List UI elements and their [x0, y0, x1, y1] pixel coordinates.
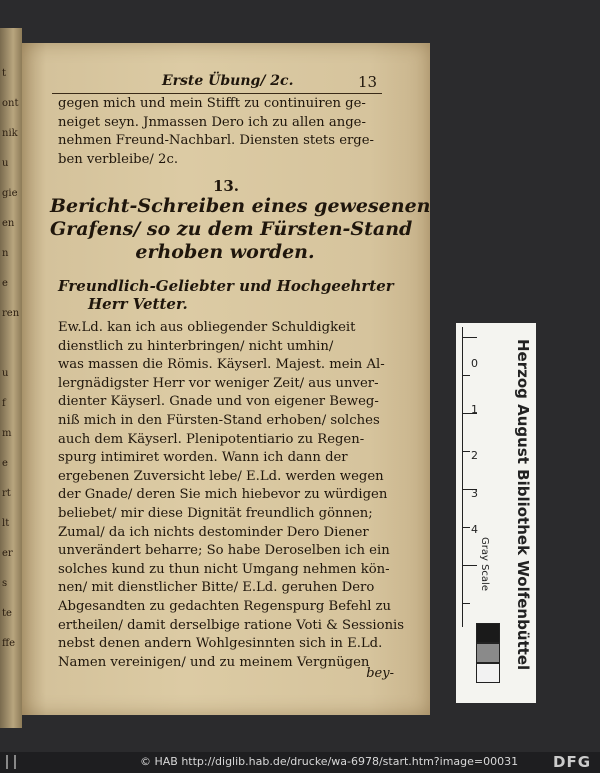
left-page-fragment: gie [2, 188, 18, 199]
left-page-fragment: n [2, 248, 9, 259]
swatch-white [476, 663, 500, 683]
scale-tick [463, 451, 470, 452]
left-page-fragment: er [2, 548, 13, 559]
text-line: lergnädigster Herr vor weniger Zeit/ aus unver- [58, 375, 379, 391]
letter-title [50, 195, 431, 264]
gray-swatches [476, 623, 500, 683]
left-page-fragment: m [2, 428, 12, 439]
text-line: gegen mich und mein Stifft zu continuiren ge- [58, 96, 366, 111]
page-edge-marker [6, 755, 16, 769]
left-page-fragment: s [2, 578, 8, 589]
swatch-black [476, 623, 500, 643]
title-line: Grafens/ so zu dem Fürsten-Stand [50, 218, 413, 240]
text-line: nebst denen andern Wohlgesinnten sich in E.Ld. [58, 636, 383, 652]
section-number: 13. [212, 177, 240, 195]
text-line: ertheilen/ damit derselbige ratione Voti & Sessionis [58, 617, 405, 633]
text-line: dienstlich zu hinterbringen/ nicht umhin/ [58, 338, 334, 354]
left-page-fragment: lt [2, 518, 10, 529]
left-page-fragment: f [2, 398, 6, 409]
scale-tick [463, 603, 470, 604]
text-line: spurg intimiret worden. Wann ich dann der [58, 450, 348, 466]
left-page-fragment: ont [2, 98, 19, 109]
text-line: neiget seyn. Jnmassen Dero ich zu allen ange- [58, 114, 366, 130]
scale-number: 4 [471, 523, 478, 536]
scale-tick [463, 527, 470, 528]
dfg-logo: DFG [553, 753, 592, 771]
letter-body [58, 319, 405, 672]
left-page-fragment: u [2, 368, 9, 379]
swatch-gray [476, 643, 500, 663]
text-line: ergebenen Zuversicht lebe/ E.Ld. werden wegen [58, 468, 384, 484]
gray-scale-label: Gray Scale [479, 537, 490, 591]
text-line: Namen vereinigen/ und zu meinem Vergnügen [58, 654, 370, 670]
scale-number: 3 [471, 487, 478, 500]
salutation [58, 277, 398, 313]
title-line: erhoben worden. [135, 241, 315, 263]
text-line: beliebet/ mir diese Dignität freundlich gönnen; [58, 505, 373, 521]
text-line: dienter Käyserl. Gnade und von eigener Beweg- [58, 394, 379, 410]
institution-label [504, 339, 534, 679]
scale-number: 2 [471, 449, 478, 462]
text-line: Abgesandten zu gedachten Regenspurg Befehl zu [58, 598, 392, 614]
scale-tick [463, 337, 477, 338]
left-page-fragment: t [2, 68, 7, 79]
title-line: Bericht-Schreiben eines gewesenen [50, 195, 431, 217]
text-line: nen/ mit dienstlicher Bitte/ E.Ld. geruhen Dero [58, 580, 375, 596]
text-line: unverändert beharre; So habe Deroselben ich ein [58, 543, 390, 559]
left-page-fragment: en [2, 218, 15, 229]
page-number: 13 [358, 73, 378, 91]
left-page-fragment: e [2, 278, 8, 289]
left-page-fragment: nik [2, 128, 18, 139]
salutation-line: Herr Vetter. [88, 295, 188, 313]
text-line: niß mich in den Fürsten-Stand erhoben/ solches [58, 412, 380, 428]
scale-number: 0 [471, 357, 478, 370]
catchword: bey- [366, 666, 394, 681]
text-line: was massen die Römis. Käyserl. Majest. mein Al- [58, 357, 385, 373]
copyright-link[interactable]: © HAB http://diglib.hab.de/drucke/wa-6978/start.htm?image=00031 [140, 755, 519, 768]
scale-number: 1 [471, 403, 478, 416]
institution-name: Herzog August Bibliothek Wolfenbüttel [514, 339, 532, 671]
footer-bar [0, 752, 600, 773]
text-line: solches kund zu thun nicht Umgang nehmen kön- [58, 561, 390, 577]
left-page-fragment: ren [2, 308, 20, 319]
text-line: der Gnade/ deren Sie mich hiebevor zu würdigen [58, 487, 388, 503]
previous-page-edge [0, 28, 22, 728]
left-page-fragment: te [2, 608, 12, 619]
continuation-text [58, 95, 398, 169]
scale-tick [463, 565, 477, 566]
text-line: ben verbleibe/ 2c. [58, 151, 179, 167]
scale-tick [463, 375, 470, 376]
left-page-fragment: ffe [2, 638, 16, 649]
left-page-fragment: rt [2, 488, 11, 499]
text-line: auch dem Käyserl. Plenipotentiario zu Regen- [58, 431, 365, 447]
salutation-line: Freundlich-Geliebter und Hochgeehrter [58, 277, 394, 295]
running-head: Erste Übung/ 2c. [162, 73, 294, 89]
left-page-fragment: u [2, 158, 9, 169]
text-line: Zumal/ da ich nichts destominder Dero Diener [58, 524, 369, 540]
header-rule [52, 93, 382, 94]
left-page-fragment: e [2, 458, 8, 469]
book-page [22, 43, 430, 715]
text-line: nehmen Freund-Nachbarl. Diensten stets erge- [58, 133, 375, 149]
scale-ruler [456, 323, 536, 703]
text-line-first: Ew.Ld. kan ich aus obliegender Schuldigkeit [58, 320, 356, 335]
page-header [22, 73, 430, 95]
